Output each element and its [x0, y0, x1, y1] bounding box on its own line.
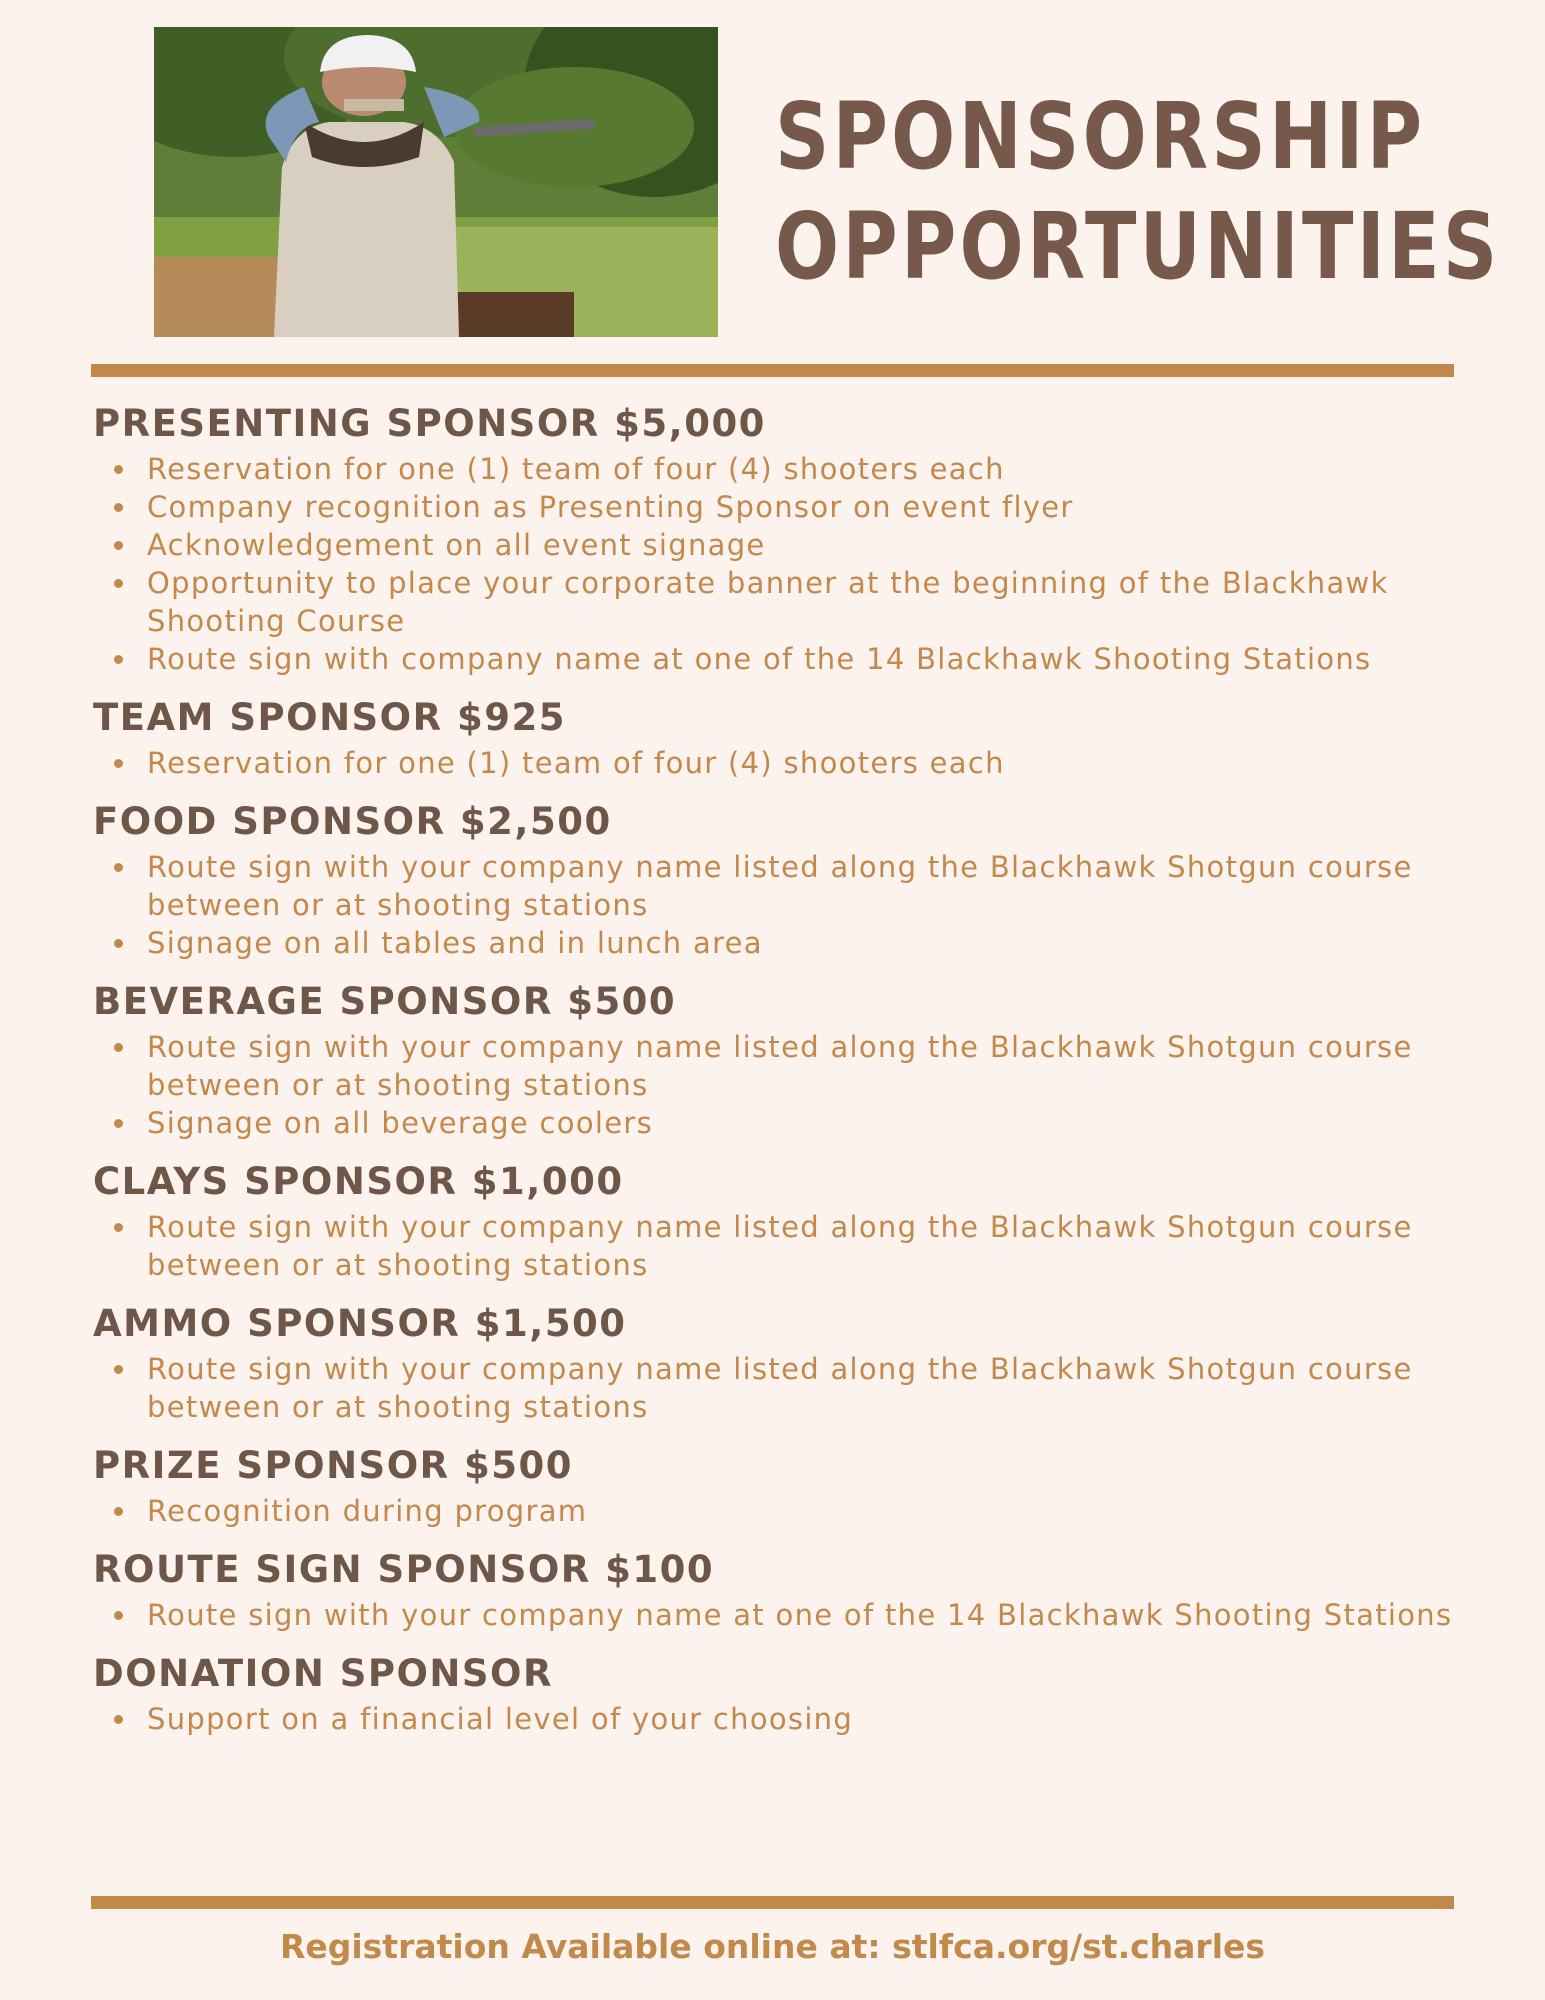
registration-footer: Registration Available online at: stlfca.org/st.charles	[279, 1927, 1266, 1966]
sponsor-list	[93, 398, 1473, 1752]
benefit-list	[93, 848, 1473, 962]
benefit-item: Signage on all tables and in lunch area	[147, 924, 1473, 962]
benefit-list	[93, 744, 1473, 782]
page-title	[775, 82, 1501, 302]
sponsor-heading: FOOD SPONSOR $2,500	[93, 800, 612, 843]
sponsor-heading: ROUTE SIGN SPONSOR $100	[93, 1548, 715, 1591]
sponsor-section-team	[93, 692, 1473, 782]
benefit-item: Acknowledgement on all event signage	[147, 526, 1473, 564]
benefit-item: Route sign with your company name listed along the Blackhawk Shotgun course between or at shooting stations	[147, 1208, 1473, 1284]
sponsor-heading: BEVERAGE SPONSOR $500	[93, 980, 677, 1023]
benefit-item: Recognition during program	[147, 1492, 1473, 1530]
benefit-list	[93, 1208, 1473, 1284]
page-title-line-1: SPONSORSHIP	[775, 83, 1426, 190]
benefit-item: Route sign with your company name at one of the 14 Blackhawk Shooting Stations	[147, 1596, 1473, 1634]
benefit-list	[93, 1028, 1473, 1142]
benefit-list	[93, 1596, 1473, 1634]
header-photo-shooter	[154, 27, 718, 337]
sponsor-section-food	[93, 796, 1473, 962]
sponsor-heading: PRESENTING SPONSOR $5,000	[93, 402, 766, 445]
benefit-item: Signage on all beverage coolers	[147, 1104, 1473, 1142]
benefit-item: Opportunity to place your corporate banner at the beginning of the Blackhawk Shooting Course	[147, 564, 1473, 640]
sponsor-section-route-sign	[93, 1544, 1473, 1634]
benefit-list	[93, 1350, 1473, 1426]
benefit-list	[93, 450, 1473, 678]
sponsor-section-ammo	[93, 1298, 1473, 1426]
benefit-item: Route sign with company name at one of the 14 Blackhawk Shooting Stations	[147, 640, 1473, 678]
benefit-list	[93, 1492, 1473, 1530]
benefit-item: Route sign with your company name listed along the Blackhawk Shotgun course between or at shooting stations	[147, 1350, 1473, 1426]
sponsor-section-donation	[93, 1648, 1473, 1738]
sponsor-section-prize	[93, 1440, 1473, 1530]
benefit-item: Company recognition as Presenting Sponsor on event flyer	[147, 488, 1473, 526]
sponsor-section-beverage	[93, 976, 1473, 1142]
benefit-item: Reservation for one (1) team of four (4) shooters each	[147, 450, 1473, 488]
sponsor-heading: AMMO SPONSOR $1,500	[93, 1302, 627, 1345]
sponsor-heading: DONATION SPONSOR	[93, 1652, 553, 1695]
benefit-item: Support on a financial level of your choosing	[147, 1700, 1473, 1738]
benefit-item: Route sign with your company name listed along the Blackhawk Shotgun course between or at shooting stations	[147, 848, 1473, 924]
page-title-line-2: OPPORTUNITIES	[775, 193, 1501, 300]
bottom-divider	[91, 1896, 1454, 1909]
sponsor-section-presenting	[93, 398, 1473, 678]
sponsor-section-clays	[93, 1156, 1473, 1284]
benefit-list	[93, 1700, 1473, 1738]
sponsor-heading: CLAYS SPONSOR $1,000	[93, 1160, 624, 1203]
sponsor-heading: TEAM SPONSOR $925	[93, 696, 566, 739]
top-divider	[91, 364, 1454, 377]
sponsor-heading: PRIZE SPONSOR $500	[93, 1444, 573, 1487]
benefit-item: Reservation for one (1) team of four (4) shooters each	[147, 744, 1473, 782]
benefit-item: Route sign with your company name listed along the Blackhawk Shotgun course between or at shooting stations	[147, 1028, 1473, 1104]
